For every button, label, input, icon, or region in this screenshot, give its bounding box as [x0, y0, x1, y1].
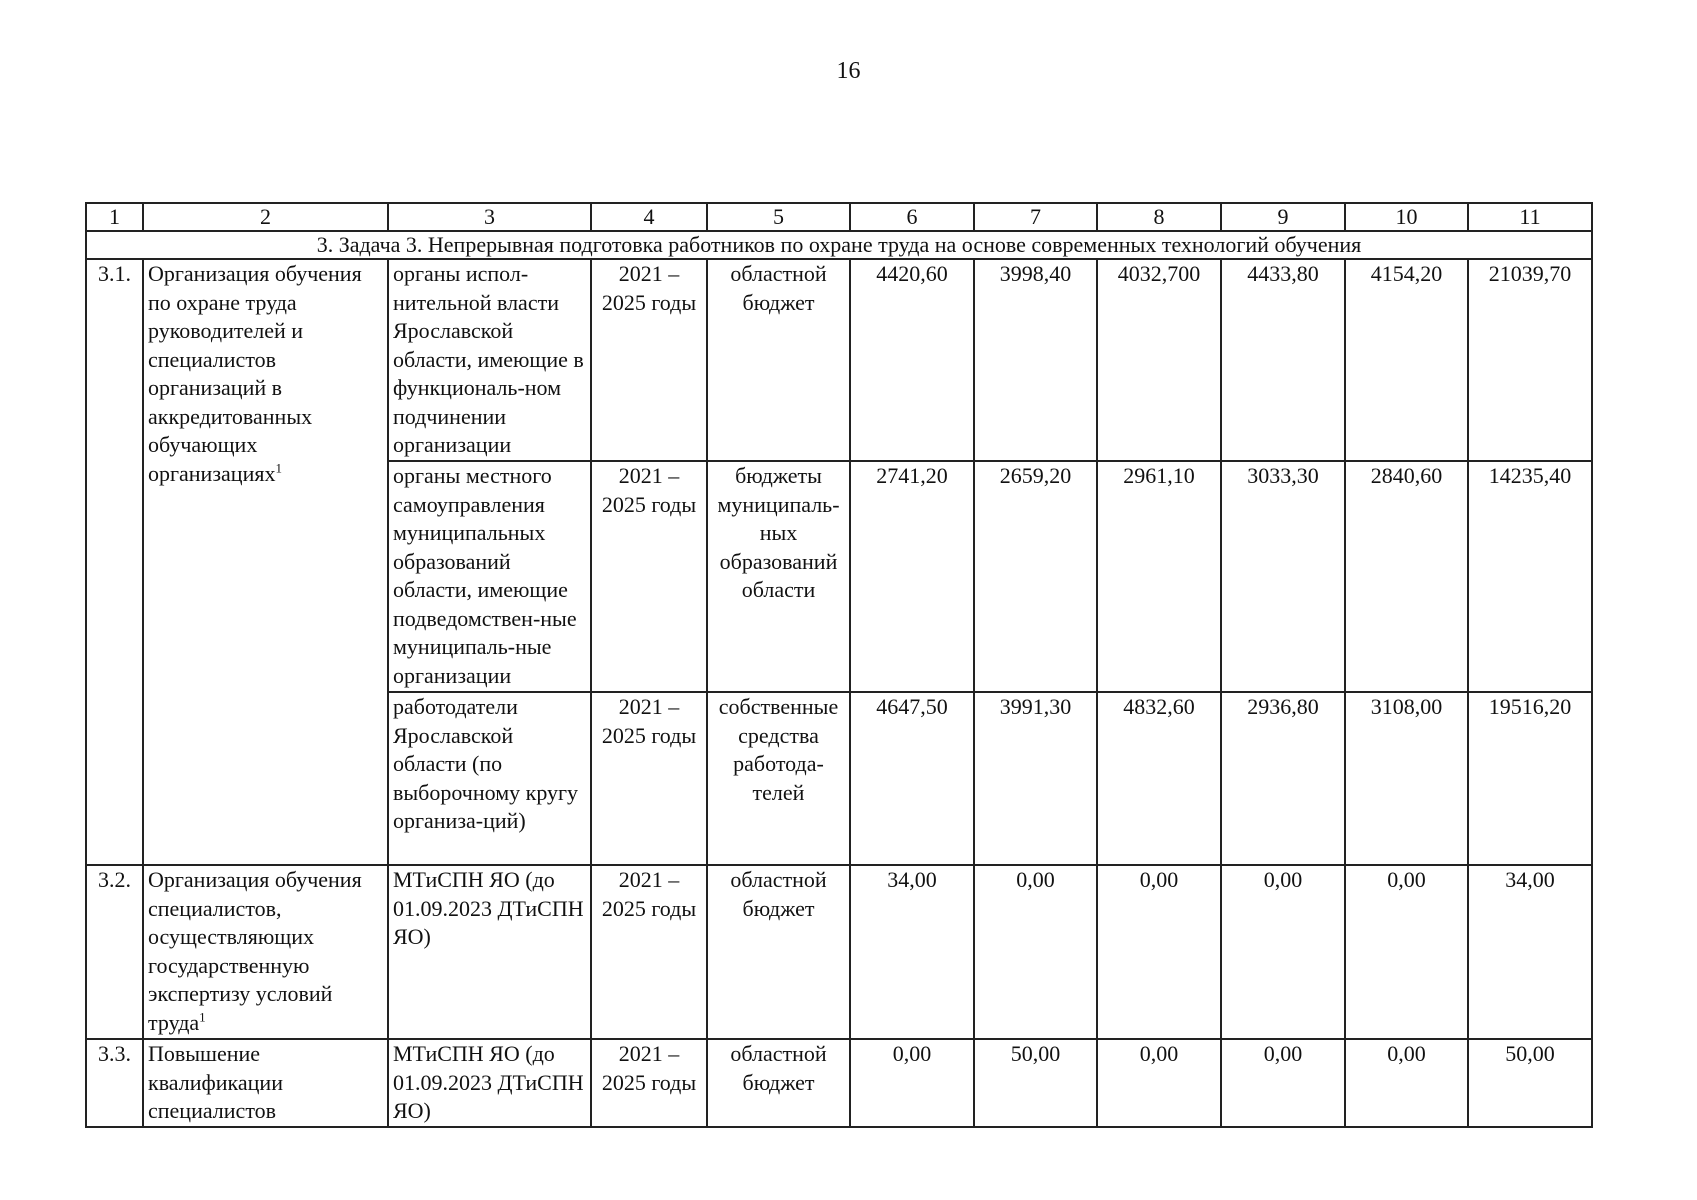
task-heading: 3. Задача 3. Непрерывная подготовка работников по охране труда на основе современных технологий обучения: [86, 231, 1592, 259]
column-number: 11: [1468, 203, 1592, 231]
column-number: 5: [707, 203, 850, 231]
column-number: 6: [850, 203, 974, 231]
executor: работодатели Ярославской области (по выборочному кругу организа-ций): [388, 692, 591, 865]
period: 2021 – 2025 годы: [591, 1039, 707, 1127]
activity-name: [143, 865, 388, 1039]
funding-source: собственные средства работода-телей: [707, 692, 850, 865]
program-table: [85, 202, 1593, 1128]
value-cell: 0,00: [1345, 865, 1468, 1039]
column-number: 2: [143, 203, 388, 231]
funding-source: бюджеты муниципаль-ных образований области: [707, 461, 850, 692]
value-cell: 3033,30: [1221, 461, 1345, 692]
table-row: [86, 865, 1592, 1039]
row-number: 3.3.: [86, 1039, 143, 1127]
task-row: [86, 231, 1592, 259]
funding-source: областной бюджет: [707, 865, 850, 1039]
column-number: 9: [1221, 203, 1345, 231]
funding-source: областной бюджет: [707, 259, 850, 461]
activity-name: Повышение квалификации специалистов: [143, 1039, 388, 1127]
value-cell: 3991,30: [974, 692, 1097, 865]
value-cell: 2936,80: [1221, 692, 1345, 865]
executor: органы местного самоуправления муниципальных образований области, имеющие подведомствен-ные муниципаль-ные организации: [388, 461, 591, 692]
value-cell: 34,00: [850, 865, 974, 1039]
table-row: [86, 1039, 1592, 1127]
value-cell: 0,00: [850, 1039, 974, 1127]
value-cell: 3998,40: [974, 259, 1097, 461]
value-cell: 4420,60: [850, 259, 974, 461]
column-number: 1: [86, 203, 143, 231]
footnote-mark: 1: [199, 1009, 206, 1025]
value-cell: 4832,60: [1097, 692, 1221, 865]
page-number: 16: [836, 58, 861, 84]
activity-name-text: Организация обучения по охране труда руководителей и специалистов организаций в аккредитованных обучающих организациях: [148, 261, 362, 486]
value-cell: 0,00: [1221, 865, 1345, 1039]
value-cell: 4433,80: [1221, 259, 1345, 461]
column-number: 7: [974, 203, 1097, 231]
column-number: 4: [591, 203, 707, 231]
period: 2021 – 2025 годы: [591, 461, 707, 692]
executor: МТиСПН ЯО (до 01.09.2023 ДТиСПН ЯО): [388, 1039, 591, 1127]
value-cell: 0,00: [1345, 1039, 1468, 1127]
column-number-row: [86, 203, 1592, 231]
value-cell: 4647,50: [850, 692, 974, 865]
value-cell: 0,00: [1097, 865, 1221, 1039]
total-cell: 19516,20: [1468, 692, 1592, 865]
value-cell: 2741,20: [850, 461, 974, 692]
value-cell: 3108,00: [1345, 692, 1468, 865]
period: 2021 – 2025 годы: [591, 692, 707, 865]
value-cell: 2840,60: [1345, 461, 1468, 692]
column-number: 3: [388, 203, 591, 231]
column-number: 10: [1345, 203, 1468, 231]
total-cell: 34,00: [1468, 865, 1592, 1039]
value-cell: 0,00: [1097, 1039, 1221, 1127]
total-cell: 50,00: [1468, 1039, 1592, 1127]
value-cell: 50,00: [974, 1039, 1097, 1127]
footnote-mark: 1: [275, 460, 282, 476]
period: 2021 – 2025 годы: [591, 865, 707, 1039]
executor: МТиСПН ЯО (до 01.09.2023 ДТиСПН ЯО): [388, 865, 591, 1039]
value-cell: 2961,10: [1097, 461, 1221, 692]
value-cell: 0,00: [1221, 1039, 1345, 1127]
row-number: 3.1.: [86, 259, 143, 865]
table-row: [86, 259, 1592, 461]
value-cell: 2659,20: [974, 461, 1097, 692]
funding-source: областной бюджет: [707, 1039, 850, 1127]
activity-name-text: Организация обучения специалистов, осуществляющих государственную экспертизу условий труда: [148, 867, 362, 1035]
total-cell: 14235,40: [1468, 461, 1592, 692]
executor: органы испол-нительной власти Ярославской области, имеющие в функциональ-ном подчинении организации: [388, 259, 591, 461]
value-cell: 0,00: [974, 865, 1097, 1039]
column-number: 8: [1097, 203, 1221, 231]
total-cell: 21039,70: [1468, 259, 1592, 461]
value-cell: 4154,20: [1345, 259, 1468, 461]
value-cell: 4032,700: [1097, 259, 1221, 461]
period: 2021 – 2025 годы: [591, 259, 707, 461]
activity-name: [143, 259, 388, 865]
row-number: 3.2.: [86, 865, 143, 1039]
